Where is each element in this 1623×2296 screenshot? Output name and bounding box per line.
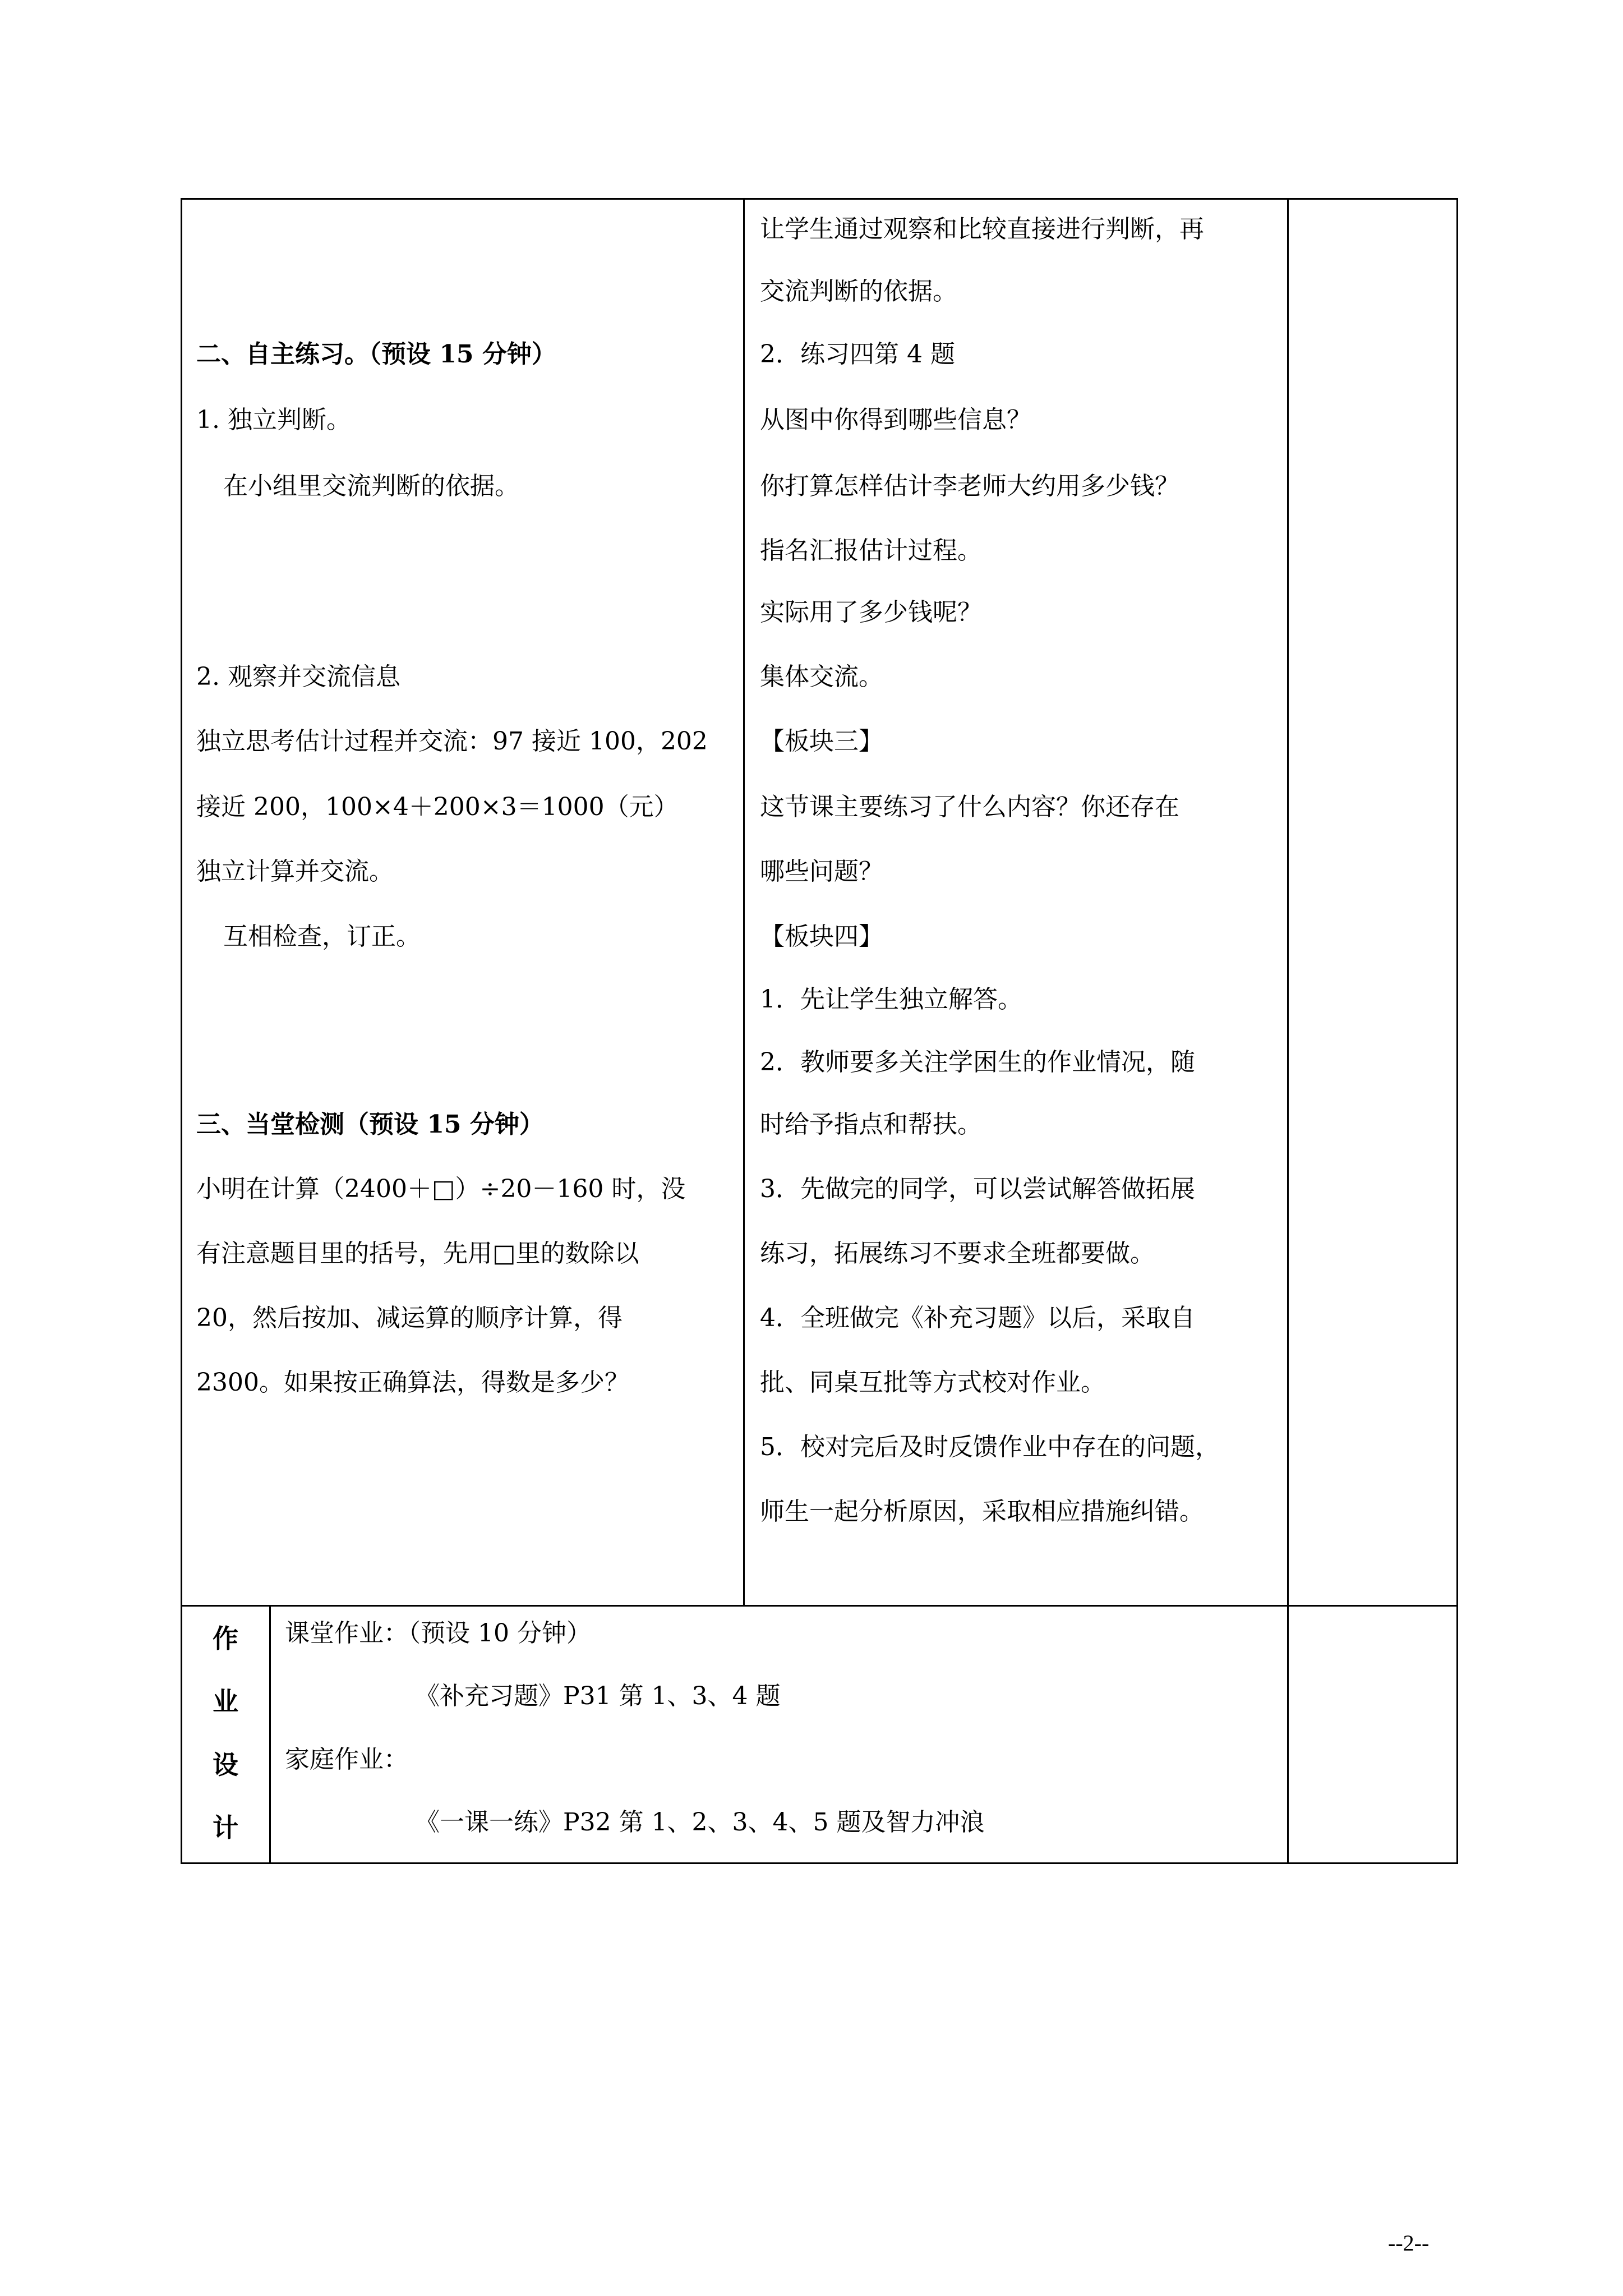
section-3-line-1: 小明在计算（2400＋□）÷20－160 时，没 <box>196 1175 686 1203</box>
teacher-line-15: 时给予指点和帮扶。 <box>760 1110 982 1139</box>
teacher-line-4: 从图中你得到哪些信息？ <box>760 406 1031 434</box>
teacher-line-16: 3．先做完的同学，可以尝试解答做拓展 <box>760 1175 1195 1203</box>
teacher-line-6: 指名汇报估计过程。 <box>760 536 982 565</box>
section-2-item-2-line-3: 独立计算并交流。 <box>196 857 394 886</box>
table-top-border <box>181 198 1458 200</box>
class-homework-item: 《补充习题》P31 第 1、3、4 题 <box>415 1682 781 1710</box>
section-2-item-2-line-2: 接近 200，100×4＋200×3＝1000（元） <box>196 793 679 821</box>
home-homework-title: 家庭作业： <box>285 1745 408 1774</box>
teacher-line-11: 哪些问题？ <box>760 857 883 886</box>
section-3-line-2: 有注意题目里的括号，先用□里的数除以 <box>196 1239 639 1268</box>
homework-row-border <box>181 1605 1458 1607</box>
teacher-line-21: 师生一起分析原因，采取相应措施纠错。 <box>760 1497 1204 1526</box>
teacher-line-19: 批、同桌互批等方式校对作业。 <box>760 1368 1105 1397</box>
teacher-line-20: 5．校对完后及时反馈作业中存在的问题， <box>760 1433 1220 1461</box>
section-2-item-2: 2. 观察并交流信息 <box>196 662 400 691</box>
teacher-line-10: 这节课主要练习了什么内容？你还存在 <box>760 793 1179 821</box>
teacher-line-7: 实际用了多少钱呢？ <box>760 598 982 627</box>
table-bottom-border <box>181 1862 1458 1864</box>
section-3-title: 三、当堂检测（预设 15 分钟） <box>196 1110 544 1139</box>
teacher-line-17: 练习，拓展练习不要求全班都要做。 <box>760 1239 1155 1268</box>
section-3-line-3: 20，然后按加、减运算的顺序计算，得 <box>196 1304 623 1332</box>
homework-label-char-2: 业 <box>213 1686 238 1717</box>
teacher-line-14: 2．教师要多关注学困生的作业情况，随 <box>760 1048 1195 1076</box>
homework-label-char-3: 设 <box>213 1750 238 1780</box>
homework-label-char-4: 计 <box>213 1812 238 1843</box>
teacher-line-5: 你打算怎样估计李老师大约用多少钱？ <box>760 472 1179 500</box>
section-2-item-1-detail: 在小组里交流判断的依据。 <box>223 472 519 500</box>
page-number: --2-- <box>1388 2230 1430 2256</box>
section-2-item-2-line-4: 互相检查，订正。 <box>223 922 421 951</box>
class-homework-title: 课堂作业：（预设 10 分钟） <box>285 1619 591 1648</box>
homework-label-char-1: 作 <box>213 1623 238 1654</box>
teacher-line-18: 4．全班做完《补充习题》以后，采取自 <box>760 1304 1195 1332</box>
section-2-title: 二、自主练习。（预设 15 分钟） <box>196 340 556 369</box>
right-note-column-border <box>1287 198 1289 1864</box>
teacher-line-8: 集体交流。 <box>760 662 883 691</box>
teacher-line-3: 2．练习四第 4 题 <box>760 340 955 369</box>
table-left-border <box>181 198 182 1864</box>
home-homework-item: 《一课一练》P32 第 1、2、3、4、5 题及智力冲浪 <box>415 1808 985 1837</box>
table-right-border <box>1456 198 1458 1864</box>
teacher-line-12: 【板块四】 <box>760 922 883 951</box>
middle-column-border <box>743 198 745 1607</box>
section-2-item-1: 1. 独立判断。 <box>196 406 351 434</box>
section-3-line-4: 2300。如果按正确算法，得数是多少？ <box>196 1368 629 1397</box>
teacher-line-2: 交流判断的依据。 <box>760 277 957 306</box>
teacher-line-9: 【板块三】 <box>760 727 883 756</box>
teacher-line-13: 1．先让学生独立解答。 <box>760 985 1022 1014</box>
section-2-item-2-line-1: 独立思考估计过程并交流：97 接近 100，202 <box>196 727 708 756</box>
teacher-line-1: 让学生通过观察和比较直接进行判断，再 <box>760 215 1204 243</box>
